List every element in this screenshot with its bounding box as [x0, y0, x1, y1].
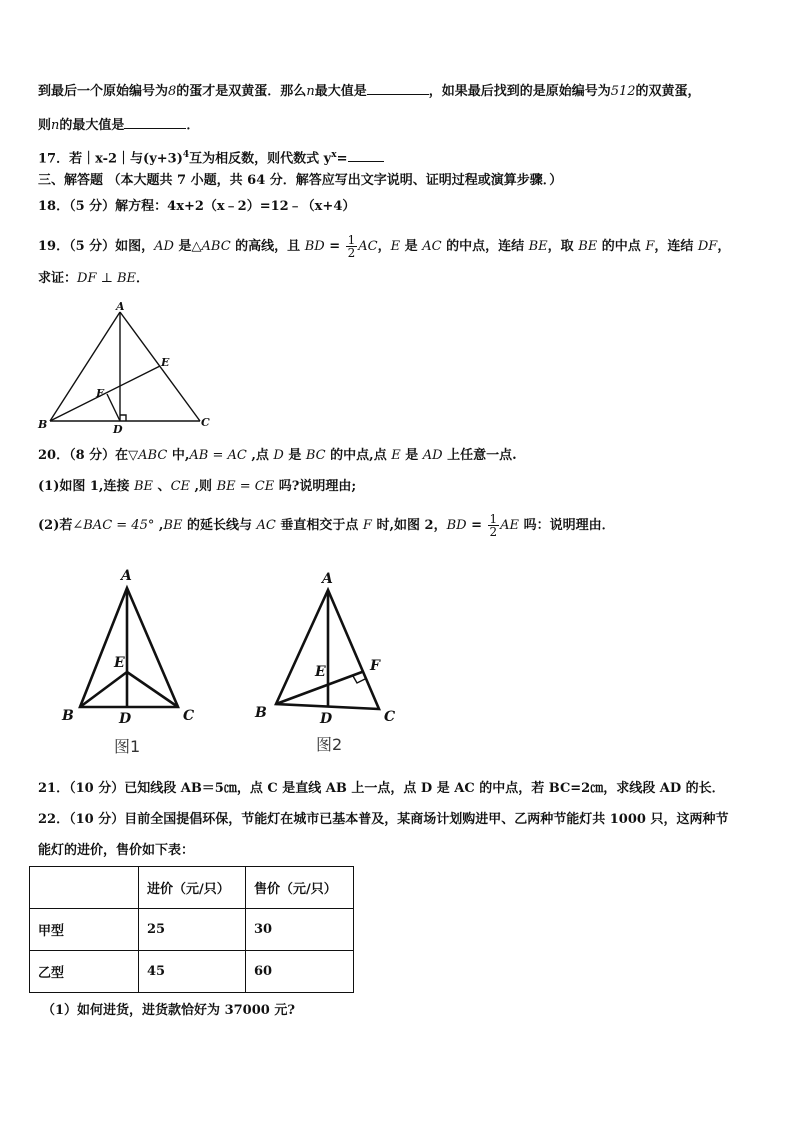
text: 的最大值是: [59, 118, 125, 133]
exponent: x: [331, 150, 337, 160]
math: AC: [358, 239, 378, 254]
math: F: [362, 518, 372, 533]
question-22-part-1: （1）如何进货，进货款恰好为 37000 元?: [42, 1003, 295, 1018]
answer-blank[interactable]: [367, 82, 429, 95]
text-line-2: [38, 116, 199, 135]
label-d: D: [113, 423, 123, 436]
text: 吗：说明理由．: [519, 518, 615, 533]
label-b: B: [255, 705, 267, 721]
label-e: E: [161, 356, 170, 369]
numerator: 1: [489, 512, 498, 526]
text: 的双黄蛋，: [635, 84, 701, 99]
question-21: 21．（10 分）已知线段 AB＝5㎝，点 C 是直线 AB 上一点，点 D 是 AC 的中点，若 BC=2㎝，求线段 AD 的长．: [38, 781, 725, 796]
fraction-half: [346, 234, 358, 259]
math: AD: [422, 448, 443, 463]
question-20: [38, 447, 517, 465]
math: E: [391, 448, 401, 463]
label-c: C: [201, 416, 210, 429]
text: ，连结: [654, 239, 698, 254]
text: ．: [186, 118, 200, 133]
text: 19．（5 分）如图，: [38, 239, 155, 254]
text: 时,如图 2，: [371, 518, 447, 533]
math: AE: [500, 518, 520, 533]
label-e: E: [315, 664, 326, 680]
answer-blank[interactable]: [348, 149, 384, 162]
denominator: 2: [489, 525, 498, 539]
text: =: [324, 239, 345, 254]
math: BE = CE: [216, 479, 275, 494]
denominator: 2: [347, 246, 356, 260]
figure-caption: 图2: [316, 735, 343, 754]
math: AB = AC: [189, 448, 247, 463]
text: ，: [717, 239, 731, 254]
text: (2)若: [38, 518, 73, 533]
question-20-part-2: [38, 513, 615, 538]
variable: n: [51, 118, 60, 133]
text: 17．若｜x-2｜与(y+3): [38, 151, 183, 167]
text: 是: [400, 448, 423, 463]
math: BC: [305, 448, 326, 463]
math: BE: [133, 479, 154, 494]
text: 的蛋才是双黄蛋．那么: [176, 84, 307, 99]
number: 512: [610, 84, 636, 99]
table-cell: 甲型: [30, 909, 139, 951]
math: DF ⊥ BE: [77, 271, 136, 286]
exponent: 4: [182, 150, 190, 160]
label-a: A: [116, 300, 125, 313]
figure-caption: 图1: [114, 737, 141, 756]
figure-19-triangle: [34, 300, 214, 440]
text: 20．（8 分）在: [38, 448, 129, 463]
math: BE: [528, 239, 548, 254]
label-b: B: [38, 418, 48, 431]
text: 是: [283, 448, 306, 463]
label-d: D: [320, 711, 333, 727]
question-18: 18．（5 分）解方程：4x+2（x﹣2）=12﹣（x+4）: [38, 199, 356, 214]
math: AD: [154, 239, 174, 254]
table-cell: 45: [139, 951, 246, 993]
table-header-row: [30, 867, 354, 909]
math: E: [390, 239, 401, 254]
text: 则: [38, 118, 52, 133]
math: D: [273, 448, 284, 463]
question-22-cont: 能灯的进价，售价如下表：: [38, 843, 195, 858]
table-row: [30, 951, 354, 993]
table-cell: 30: [246, 909, 354, 951]
figure-20-2: [248, 566, 408, 756]
text: 的中点,点: [325, 448, 392, 463]
table-cell: 乙型: [30, 951, 139, 993]
table-header-cell: 进价（元/只）: [139, 867, 246, 909]
text: 是: [400, 239, 423, 254]
text: 互为相反数，则代数式 y: [189, 151, 332, 167]
text: ．: [136, 271, 150, 286]
math: ▽ABC: [128, 448, 168, 463]
table-cell: 60: [246, 951, 354, 993]
text: ，: [377, 239, 391, 254]
table-header-cell: 售价（元/只）: [246, 867, 354, 909]
math: ∠BAC = 45°: [72, 518, 155, 533]
label-e: E: [114, 655, 125, 671]
label-b: B: [62, 708, 74, 724]
label-d: D: [119, 711, 132, 727]
variable: n: [306, 84, 315, 99]
text: ，取: [547, 239, 579, 254]
question-20-part-1: [38, 478, 356, 496]
label-f: F: [96, 387, 104, 400]
math: BD: [446, 518, 467, 533]
text: (1)如图 1,连接: [38, 479, 134, 494]
text: 的中点，连结: [441, 239, 529, 254]
math: BE: [578, 239, 598, 254]
text: 吗?说明理由;: [274, 479, 357, 494]
text: 求证：: [38, 271, 78, 286]
math: BE: [163, 518, 183, 533]
figure-20-1: [58, 566, 218, 756]
text: ,则: [190, 479, 217, 494]
table-row: [30, 909, 354, 951]
text: =: [466, 518, 487, 533]
numerator: 1: [347, 233, 356, 247]
math: AC: [422, 239, 442, 254]
text: 是: [173, 239, 192, 254]
label-c: C: [183, 708, 195, 724]
text: 、: [153, 479, 171, 494]
text: =: [336, 151, 348, 167]
text: 垂直相交于点: [275, 518, 363, 533]
text: ,: [154, 518, 164, 533]
math: F: [645, 239, 655, 254]
label-a: A: [121, 568, 132, 584]
question-17: [38, 146, 384, 168]
text: 上任意一点.: [442, 448, 517, 463]
number: 8: [168, 84, 177, 99]
text: 的中点: [597, 239, 646, 254]
section-heading: 三、解答题 （本大题共 7 小题，共 64 分．解答应写出文字说明、证明过程或演算步骤．）: [38, 173, 563, 188]
table-header-cell: [30, 867, 139, 909]
price-table: [29, 866, 354, 993]
question-22: 22．（10 分）目前全国提倡环保，节能灯在城市已基本普及，某商场计划购进甲、乙两种节能灯共 1000 只，这两种节: [38, 812, 729, 827]
label-c: C: [384, 709, 396, 725]
math: △ABC: [191, 239, 231, 254]
math: CE: [170, 479, 190, 494]
question-19-prove: [38, 270, 149, 288]
math: AC: [256, 518, 276, 533]
text: 最大值是: [314, 84, 367, 99]
text: 中,: [167, 448, 190, 463]
fraction-half: [488, 513, 500, 538]
text: 的高线，且: [230, 239, 305, 254]
table-cell: 25: [139, 909, 246, 951]
text: 的延长线与: [182, 518, 257, 533]
label-a: A: [322, 571, 333, 587]
text: ,点: [246, 448, 274, 463]
text: 到最后一个原始编号为: [38, 84, 169, 99]
text: ，如果最后找到的是原始编号为: [428, 84, 611, 99]
math: BD: [304, 239, 325, 254]
text-line-1: [38, 82, 701, 101]
question-19: [38, 234, 730, 259]
answer-blank[interactable]: [124, 116, 186, 129]
math: DF: [697, 239, 718, 254]
label-f: F: [370, 658, 380, 674]
